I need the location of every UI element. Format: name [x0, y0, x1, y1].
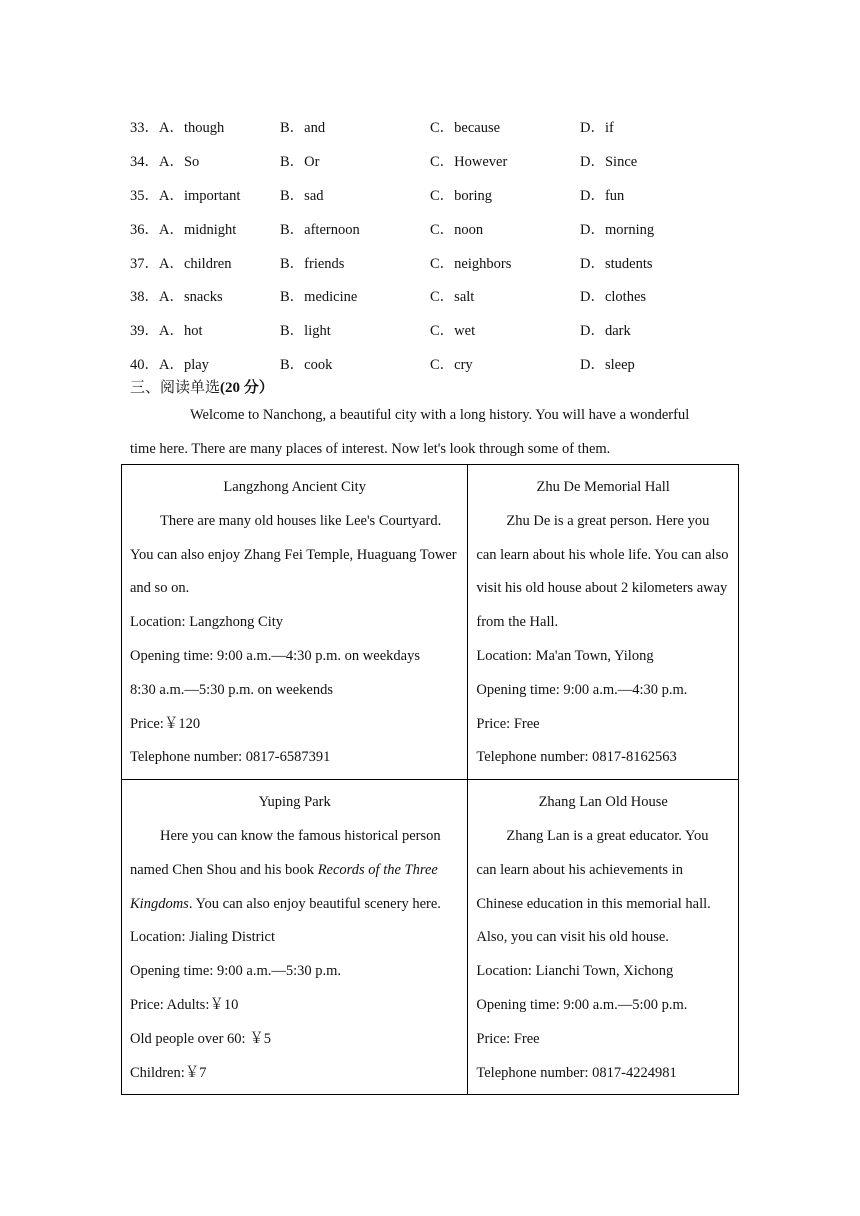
- place-phone: Telephone number: 0817-6587391: [130, 749, 331, 766]
- place-phone: Telephone number: 0817-8162563: [476, 749, 677, 766]
- option-c: C．wet: [430, 323, 476, 340]
- option-c: C．neighbors: [430, 255, 512, 272]
- question-number: 38．: [130, 289, 159, 306]
- place-cell-langzhong: [122, 465, 468, 780]
- option-c: C．because: [430, 120, 501, 137]
- question-number: 34．: [130, 154, 159, 171]
- place-price: Price:￥120: [130, 715, 201, 732]
- option-d: D．sleep: [580, 356, 635, 373]
- option-b: B．and: [280, 120, 326, 137]
- option-row: [130, 110, 750, 144]
- place-description: Zhu De is a great person. Here you can learn about his whole life. You can also visit his old house about 2 kilometers away from the Hall.: [476, 512, 729, 631]
- place-price-adults: Price: Adults:￥10: [130, 996, 239, 1013]
- place-phone: Telephone number: 0817-4224981: [476, 1064, 677, 1081]
- option-c: C．salt: [430, 289, 475, 306]
- option-c: C．noon: [430, 221, 484, 238]
- place-opening-time: Opening time: 9:00 a.m.—5:00 p.m.: [476, 996, 688, 1013]
- option-b: B．light: [280, 323, 331, 340]
- option-row: [130, 245, 750, 279]
- place-description: There are many old houses like Lee's Courtyard. You can also enjoy Zhang Fei Temple, Huaguang Tower and so on.: [130, 512, 457, 597]
- question-number: 39．: [130, 323, 159, 340]
- place-location: Location: Jialing District: [130, 929, 275, 946]
- option-b: B．friends: [280, 255, 345, 272]
- place-title: Yuping Park: [258, 794, 331, 811]
- intro-paragraph: [130, 398, 730, 466]
- place-cell-zhanglan: [468, 780, 739, 1095]
- option-c: C．However: [430, 154, 508, 171]
- option-d: D．Since: [580, 154, 638, 171]
- place-title: Zhu De Memorial Hall: [536, 479, 670, 495]
- option-c: C．cry: [430, 356, 473, 373]
- intro-line-1: Welcome to Nanchong, a beautiful city with a long history. You will have a wonderful: [190, 407, 690, 423]
- option-b: B．sad: [280, 187, 324, 204]
- option-d: D．if: [580, 120, 614, 137]
- place-location: Location: Ma'an Town, Yilong: [476, 647, 654, 664]
- option-d: D．morning: [580, 221, 655, 238]
- option-a: A．So: [159, 154, 200, 171]
- description-text: . You can also enjoy beautiful scenery here.: [188, 895, 441, 912]
- place-cell-zhude: [468, 465, 739, 780]
- place-opening-time-weekend: 8:30 a.m.—5:30 p.m. on weekends: [130, 681, 333, 698]
- option-a: A．important: [159, 187, 241, 204]
- section-score: (20 分）: [220, 380, 274, 396]
- option-a: A．midnight: [159, 221, 237, 238]
- book-title: Records of the Three Kingdoms: [130, 861, 438, 912]
- option-b: B．medicine: [280, 289, 358, 306]
- option-row: [130, 279, 750, 313]
- place-opening-time: Opening time: 9:00 a.m.—4:30 p.m.: [476, 681, 688, 698]
- description-text: Here you can know the famous historical person named Chen Shou and his book: [130, 827, 441, 878]
- option-row: [130, 144, 750, 178]
- place-cell-yuping: [122, 780, 468, 1095]
- place-location: Location: Lianchi Town, Xichong: [476, 963, 674, 980]
- table-row: [122, 465, 739, 780]
- place-title: Langzhong Ancient City: [223, 479, 366, 495]
- question-number: 36．: [130, 221, 159, 238]
- option-row: [130, 178, 750, 212]
- option-d: D．dark: [580, 323, 631, 340]
- place-opening-time: Opening time: 9:00 a.m.—5:30 p.m.: [130, 963, 342, 980]
- answer-options: [130, 110, 750, 380]
- option-a: A．play: [159, 356, 209, 373]
- place-price: Price: Free: [476, 715, 540, 732]
- option-c: C．boring: [430, 187, 493, 204]
- place-price: Price: Free: [476, 1030, 540, 1047]
- place-price-children: Children:￥7: [130, 1064, 207, 1081]
- question-number: 33．: [130, 120, 159, 137]
- place-price-old: Old people over 60: ￥5: [130, 1030, 271, 1047]
- option-a: A．snacks: [159, 289, 223, 306]
- place-title: Zhang Lan Old House: [538, 794, 668, 811]
- question-number: 37．: [130, 255, 159, 272]
- option-row: [130, 211, 750, 245]
- place-description: Zhang Lan is a great educator. You can learn about his achievements in Chinese education in this memorial hall. Also, you can visit his old house.: [476, 827, 711, 946]
- table-row: [122, 780, 739, 1095]
- question-number: 40．: [130, 356, 159, 373]
- option-row: [130, 313, 750, 347]
- option-d: D．fun: [580, 187, 625, 204]
- places-table: [121, 464, 739, 1095]
- option-a: A．though: [159, 120, 225, 137]
- option-b: B．cook: [280, 356, 333, 373]
- option-a: A．hot: [159, 323, 203, 340]
- option-d: D．students: [580, 255, 653, 272]
- section-heading: [130, 376, 274, 397]
- option-d: D．clothes: [580, 289, 647, 306]
- option-b: B．Or: [280, 154, 320, 171]
- question-number: 35．: [130, 187, 159, 204]
- intro-line-2: time here. There are many places of interest. Now let's look through some of them.: [130, 441, 611, 457]
- option-b: B．afternoon: [280, 221, 360, 238]
- place-description: [130, 820, 459, 921]
- option-a: A．children: [159, 255, 232, 272]
- place-location: Location: Langzhong City: [130, 614, 284, 631]
- place-opening-time: Opening time: 9:00 a.m.—4:30 p.m. on weekdays: [130, 647, 420, 664]
- section-title: 三、阅读单选: [130, 380, 221, 396]
